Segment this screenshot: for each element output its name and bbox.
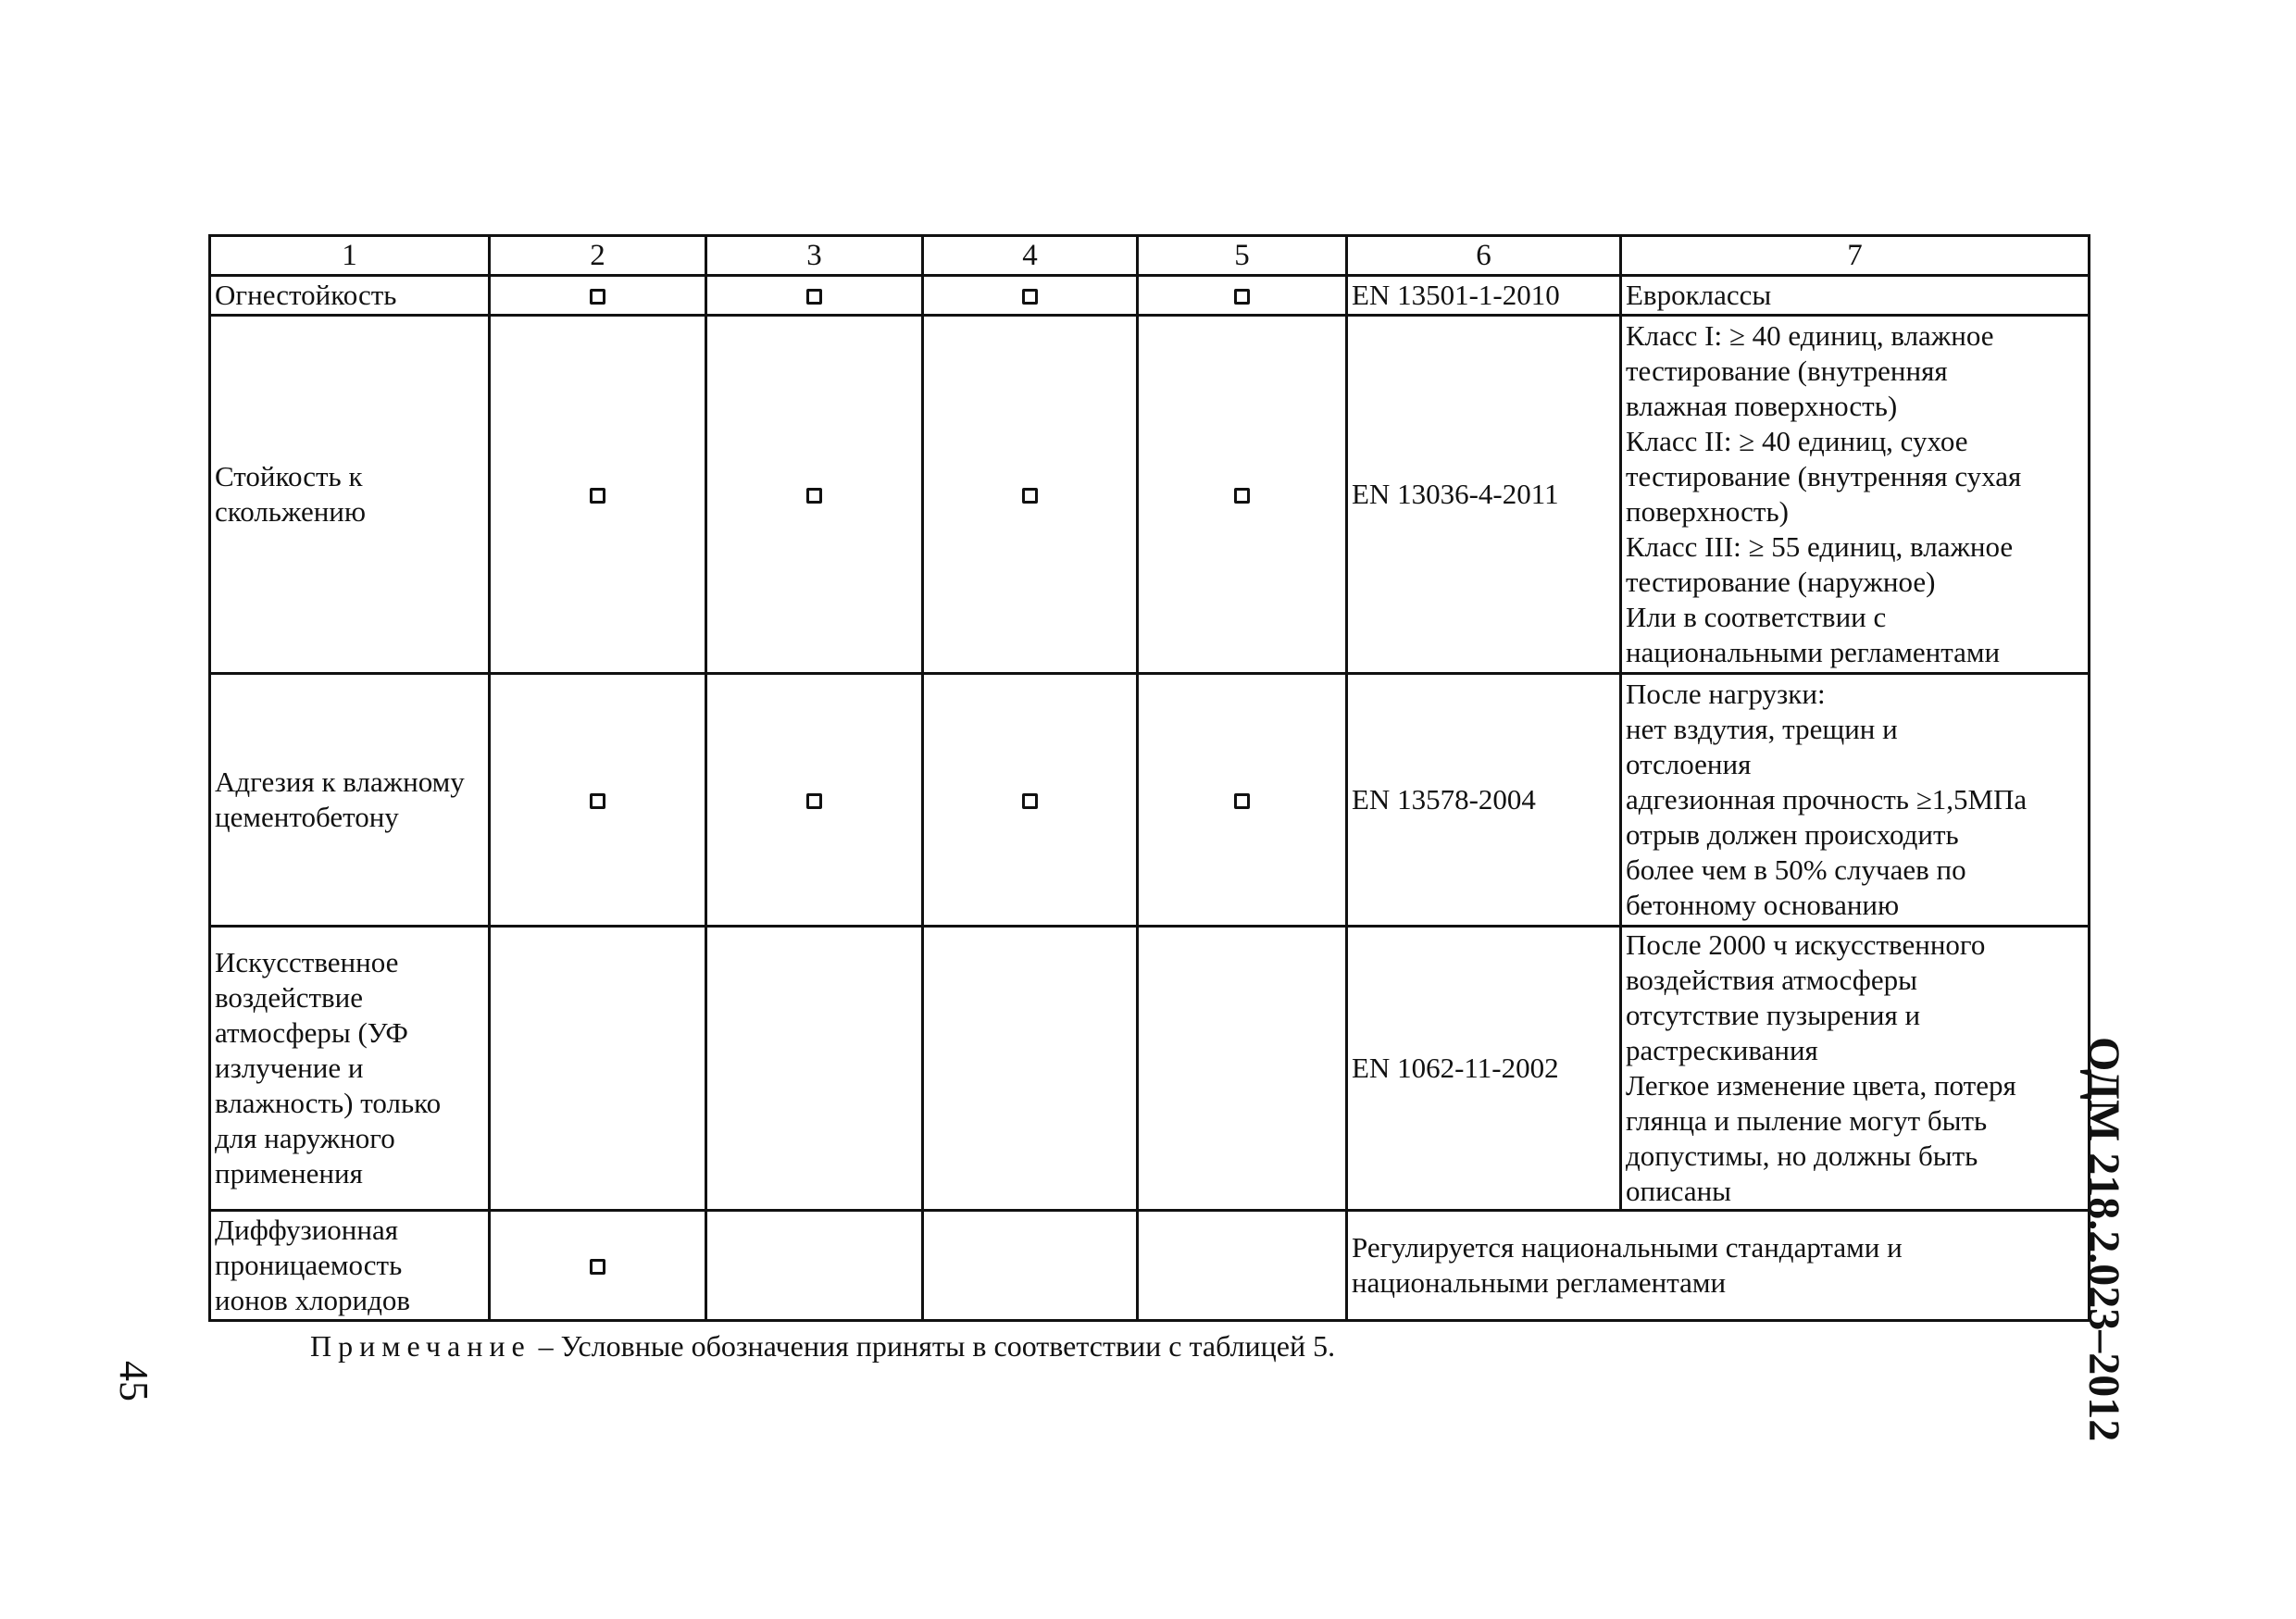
column-header: 5 — [1138, 236, 1347, 276]
square-mark-icon — [1022, 488, 1038, 504]
standard-code: EN 1062-11-2002 — [1352, 1052, 1559, 1084]
standard-cell — [1347, 316, 1621, 674]
requirement-cell — [1621, 316, 2090, 674]
standard-code: EN 13578-2004 — [1352, 783, 1536, 816]
column-header: 4 — [923, 236, 1138, 276]
mark-cell — [706, 316, 923, 674]
property-name: Стойкость к скольжению — [215, 460, 367, 528]
standard-code: EN 13501-1-2010 — [1352, 279, 1560, 311]
merged-regulation-cell — [1347, 1211, 2090, 1321]
requirement-text: Класс I: ≥ 40 единиц, влажное тестирование (внутренняя влажная поверхность) Класс II: ≥ 40 единиц, сухое тестирование (внутренняя сухая поверхность) Класс III: ≥ 55 единиц, влажное тестирование (наружное) Или в соответствии с национальными регламентами — [1626, 319, 2022, 668]
table-note — [310, 1329, 1335, 1364]
table-header-row — [210, 236, 2090, 276]
mark-cell — [490, 1211, 706, 1321]
column-header: 3 — [706, 236, 923, 276]
square-mark-icon — [806, 793, 822, 809]
mark-cell — [490, 276, 706, 316]
property-name: Огнестойкость — [215, 279, 397, 311]
square-mark-icon — [590, 289, 605, 305]
document-code: ОДМ 218.2.023–2012 — [2079, 1037, 2128, 1442]
requirement-cell — [1621, 674, 2090, 927]
note-text: – Условные обозначения приняты в соответствии с таблицей 5. — [530, 1329, 1336, 1363]
square-mark-icon — [1234, 488, 1250, 504]
column-header: 6 — [1347, 236, 1621, 276]
mark-cell — [490, 927, 706, 1211]
requirement-cell — [1621, 927, 2090, 1211]
mark-cell — [923, 1211, 1138, 1321]
square-mark-icon — [1234, 793, 1250, 809]
square-mark-icon — [1022, 289, 1038, 305]
property-name: Диффузионная проницаемость ионов хлоридов — [215, 1214, 411, 1316]
square-mark-icon — [590, 793, 605, 809]
requirement-text: После нагрузки: нет вздутия, трещин и отслоения адгезионная прочность ≥1,5МПа отрыв должен происходить более чем в 50% случаев по бетонному основанию — [1626, 678, 2028, 921]
mark-cell — [923, 316, 1138, 674]
mark-cell — [923, 276, 1138, 316]
table-row — [210, 1211, 2090, 1321]
requirement-cell — [1621, 276, 2090, 316]
mark-cell — [490, 674, 706, 927]
requirement-text: После 2000 ч искусственного воздействия атмосферы отсутствие пузырения и растрескивания Легкое изменение цвета, потеря глянца и пыление могут быть допустимы, но должны быть описаны — [1626, 928, 2016, 1207]
square-mark-icon — [806, 289, 822, 305]
square-mark-icon — [590, 488, 605, 504]
mark-cell — [706, 927, 923, 1211]
mark-cell — [923, 927, 1138, 1211]
standard-cell — [1347, 276, 1621, 316]
column-header: 2 — [490, 236, 706, 276]
property-cell — [210, 1211, 490, 1321]
square-mark-icon — [806, 488, 822, 504]
note-lead: Примечание — [310, 1329, 531, 1363]
property-cell — [210, 316, 490, 674]
table-row — [210, 674, 2090, 927]
column-header: 1 — [210, 236, 490, 276]
mark-cell — [1138, 674, 1347, 927]
square-mark-icon — [1234, 289, 1250, 305]
requirement-text: Евроклассы — [1626, 279, 1772, 311]
mark-cell — [706, 276, 923, 316]
property-cell — [210, 927, 490, 1211]
square-mark-icon — [590, 1259, 605, 1275]
property-name: Искусственное воздействие атмосферы (УФ излучение и влажность) только для наружного применения — [215, 946, 442, 1189]
standard-cell — [1347, 674, 1621, 927]
mark-cell — [1138, 927, 1347, 1211]
mark-cell — [923, 674, 1138, 927]
mark-cell — [1138, 1211, 1347, 1321]
regulation-text: Регулируется национальными стандартами и национальными регламентами — [1352, 1231, 1903, 1299]
mark-cell — [1138, 316, 1347, 674]
mark-cell — [706, 674, 923, 927]
table-row — [210, 927, 2090, 1211]
standard-code: EN 13036-4-2011 — [1352, 478, 1559, 510]
property-cell — [210, 674, 490, 927]
properties-table — [208, 234, 2090, 1322]
square-mark-icon — [1022, 793, 1038, 809]
column-header: 7 — [1621, 236, 2090, 276]
standard-cell — [1347, 927, 1621, 1211]
mark-cell — [1138, 276, 1347, 316]
table-row — [210, 276, 2090, 316]
property-name: Адгезия к влажному цементобетону — [215, 766, 465, 833]
page-number: 45 — [111, 1361, 156, 1401]
table-row — [210, 316, 2090, 674]
mark-cell — [490, 316, 706, 674]
mark-cell — [706, 1211, 923, 1321]
property-cell — [210, 276, 490, 316]
